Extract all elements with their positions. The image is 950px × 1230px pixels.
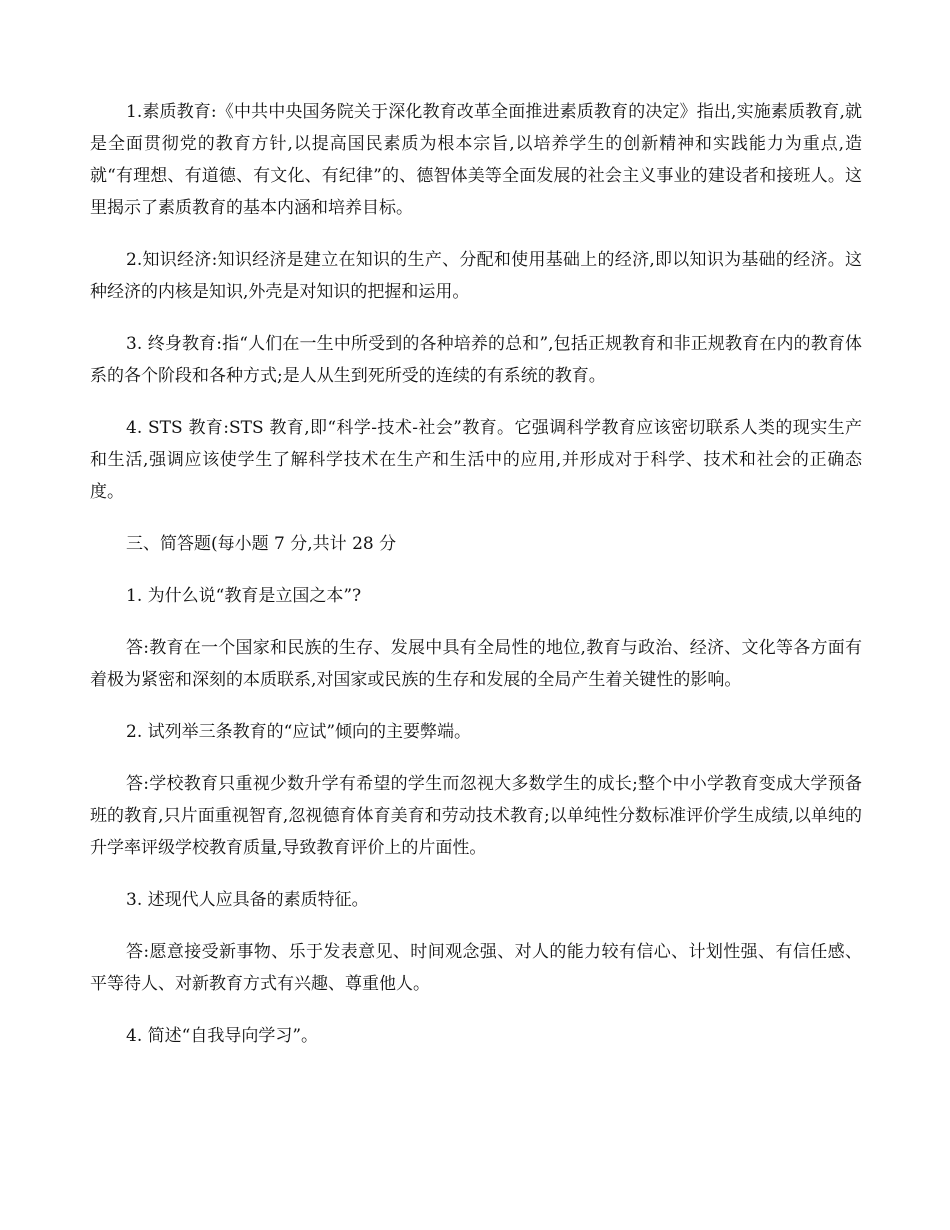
question-1: 1. 为什么说“教育是立国之本”? (126, 586, 362, 606)
answer-1: 答:教育在一个国家和民族的生存、发展中具有全局性的地位,教育与政治、经济、文化等各方面有着极为紧密和深刻的本质联系,对国家或民族的生存和发展的全局产生着关键性的影响。 (90, 638, 862, 690)
question-3: 3. 述现代人应具备的素质特征。 (126, 890, 369, 910)
definition-knowledge-economy: 2.知识经济:知识经济是建立在知识的生产、分配和使用基础上的经济,即以知识为基础的经济。这种经济的内核是知识,外壳是对知识的把握和运用。 (90, 250, 862, 302)
question-4: 4. 简述“自我导向学习”。 (126, 1026, 319, 1046)
answer-2: 答:学校教育只重视少数升学有希望的学生而忽视大多数学生的成长;整个中小学教育变成大学预备班的教育,只片面重视智育,忽视德育体育美育和劳动技术教育;以单纯性分数标准评价学生成绩,以单纯的升学率评级学校教育质量,导致教育评价上的片面性。 (90, 774, 862, 858)
definition-quality-education: 1.素质教育:《中共中央国务院关于深化教育改革全面推进素质教育的决定》指出,实施素质教育,就是全面贯彻党的教育方针,以提高国民素质为根本宗旨,以培养学生的创新精神和实践能力为重点,造就“有理想、有道德、有文化、有纪律”的、德智体美等全面发展的社会主义事业的建设者和接班人。这里揭示了素质教育的基本内涵和培养目标。 (90, 102, 862, 218)
document-page (90, 96, 862, 1072)
definition-lifelong-education: 3. 终身教育:指“人们在一生中所受到的各种培养的总和”,包括正规教育和非正规教育在内的教育体系的各个阶段和各种方式;是人从生到死所受的连续的有系统的教育。 (90, 334, 862, 386)
definition-sts-education: 4. STS 教育:STS 教育,即“科学-技术-社会”教育。它强调科学教育应该密切联系人类的现实生产和生活,强调应该使学生了解科学技术在生产和生活中的应用,并形成对于科学、技术和社会的正确态度。 (90, 418, 862, 502)
answer-3: 答:愿意接受新事物、乐于发表意见、时间观念强、对人的能力较有信心、计划性强、有信任感、平等待人、对新教育方式有兴趣、尊重他人。 (90, 942, 862, 994)
section-heading-short-answer: 三、简答题(每小题 7 分,共计 28 分 (126, 534, 397, 554)
question-2: 2. 试列举三条教育的“应试”倾向的主要弊端。 (126, 722, 472, 742)
